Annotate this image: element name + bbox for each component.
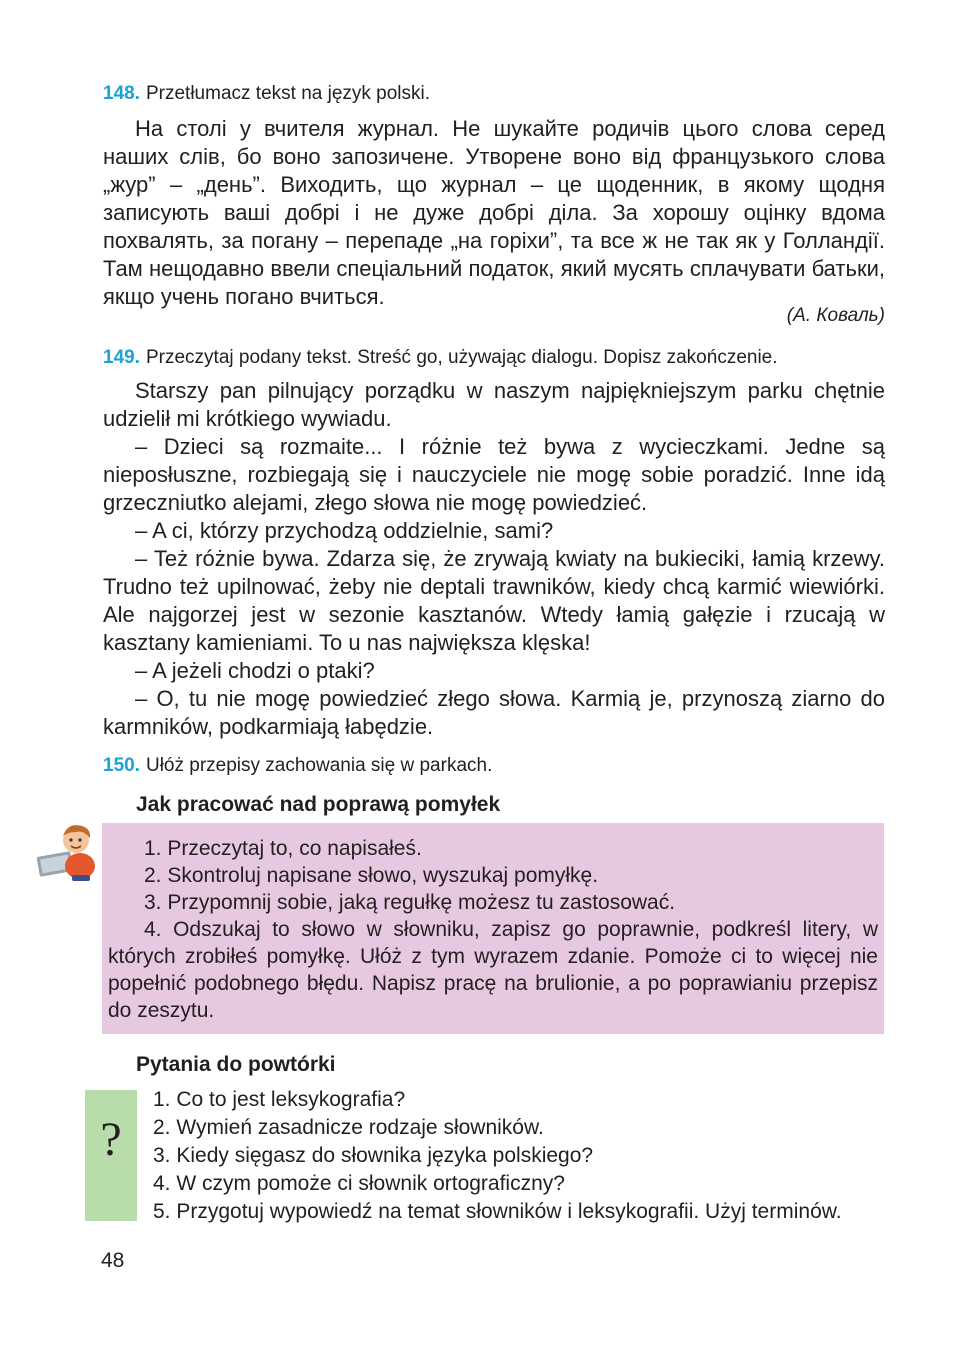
task-150-header <box>103 755 492 777</box>
rule-item: 3. Przypomnij sobie, jaką regułkę możesz tu zastosować. <box>144 891 676 914</box>
task-number: 150. <box>103 755 140 776</box>
task-149-text <box>103 377 885 741</box>
dialogue-paragraph: – Dzieci są rozmaite... I różnie też bywa z wycieczkami. Jedne są nieposłuszne, rozbiegają się i nauczyciele nie mogę sobie poradzić. Inne idą grzeczniutko alejami, złego słowa nie mogę powiedzieć. <box>103 434 885 515</box>
review-questions <box>153 1086 842 1226</box>
review-title: Pytania do powtórki <box>136 1053 336 1076</box>
task-number: 149. <box>103 347 140 368</box>
boy-with-laptop-icon <box>36 820 102 882</box>
rule-item: 1. Przeczytaj to, co napisałeś. <box>144 837 422 860</box>
question-mark-icon: ? <box>100 1113 122 1166</box>
task-149-header <box>103 347 778 369</box>
list-item: 3. Kiedy sięgasz do słownika języka polskiego? <box>153 1144 594 1167</box>
task-instruction: Ułóż przepisy zachowania się w parkach. <box>145 755 493 776</box>
author-attribution: (А. Коваль) <box>786 305 885 326</box>
dialogue-paragraph: Starszy pan pilnujący porządku w naszym najpiękniejszym parku chętnie udzielił mi krótkiego wywiadu. <box>103 378 885 431</box>
question-box <box>85 1090 137 1221</box>
task-instruction: Przeczytaj podany tekst. Streść go, używając dialogu. Dopisz zakończenie. <box>145 347 778 368</box>
ukrainian-paragraph: На столі у вчителя журнал. Не шукайте родичів цього слова серед наших слів, бо воно запозичене. Утворене воно від французького слова „жур” – „день”. Виходить, що журнал – це щоденник, в якому щодня записують ваші добрі і не дуже добрі діла. За хорошу оцінку вдома похвалять, за погану – перепаде „на горіхи”, та все ж не так як у Голландії. Там нещодавно ввели спеціальний податок, який мусять сплачувати батьки, якщо учень погано вчиться. <box>103 116 885 309</box>
rule-item: 2. Skontroluj napisane słowo, wyszukaj pomyłkę. <box>144 864 599 887</box>
list-item: 2. Wymień zasadnicze rodzaje słowników. <box>153 1116 544 1139</box>
rule-item: 4. Odszukaj to słowo w słowniku, zapisz go poprawnie, podkreśl litery, w których zrobiłeś pomyłkę. Ułóż z tym wyrazem zdanie. Pomoże ci to więcej nie popełnić podobnego błędu. Napisz pracę na brulionie, a po poprawianiu przepisz do zeszytu. <box>108 918 878 1022</box>
task-number: 148. <box>103 83 140 104</box>
page-number: 48 <box>101 1249 125 1272</box>
list-item: 1. Co to jest leksykografia? <box>153 1088 406 1111</box>
list-item: 4. W czym pomoże ci słownik ortograficzny? <box>153 1172 565 1195</box>
rules-title: Jak pracować nad poprawą pomyłek <box>136 793 501 816</box>
task-148-text <box>103 115 885 311</box>
task-148-header <box>103 83 430 105</box>
dialogue-paragraph: – A jeżeli chodzi o ptaki? <box>135 658 375 683</box>
dialogue-paragraph: – O, tu nie mogę powiedzieć złego słowa. Karmią je, przynoszą ziarno do karmników, podkarmiają łabędzie. <box>103 686 885 739</box>
rules-box <box>102 823 884 1034</box>
dialogue-paragraph: – Też różnie bywa. Zdarza się, że zrywają kwiaty na bukieciki, łamią krzewy. Trudno też upilnować, żeby nie deptali trawników, kiedy chcą karmić wiewiórki. Ale najgorzej jest w sezonie kasztanów. Wtedy łamią gałęzie i rzucają w kasztany kamieniami. To u nas największa klęska! <box>103 546 885 655</box>
dialogue-paragraph: – A ci, którzy przychodzą oddzielnie, sami? <box>135 518 554 543</box>
task-instruction: Przetłumacz tekst na język polski. <box>145 83 431 104</box>
list-item: 5. Przygotuj wypowiedź na temat słowników i leksykografii. Użyj terminów. <box>153 1200 842 1223</box>
